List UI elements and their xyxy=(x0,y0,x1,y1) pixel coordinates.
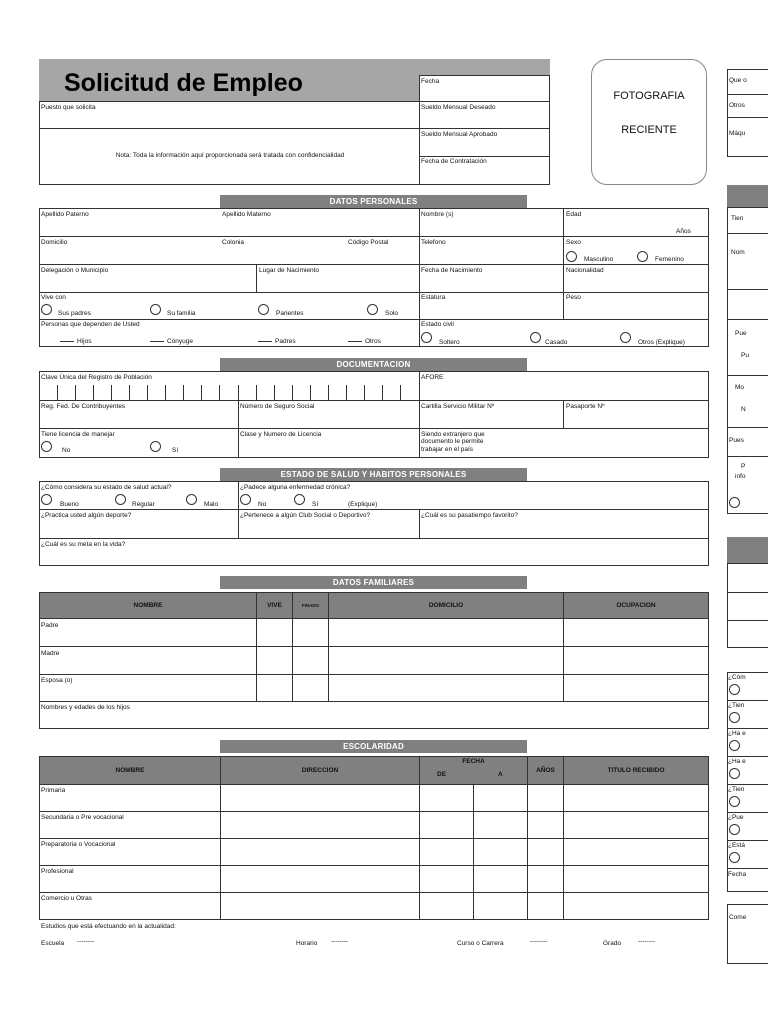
right-bottom-label-1: ¿Cóm xyxy=(728,674,746,681)
right-bottom-radio-3[interactable] xyxy=(729,740,740,751)
cronica-si-radio[interactable] xyxy=(294,494,305,505)
header-box xyxy=(39,101,420,185)
malo-label: Malo xyxy=(204,501,219,508)
licencia-no-label: No xyxy=(62,447,71,454)
family-header-nombre: NOMBRE xyxy=(39,592,257,619)
licencia-label: Tiene licencia de manejar xyxy=(41,431,115,438)
photo-box xyxy=(591,59,707,185)
femenino-radio[interactable] xyxy=(637,251,648,262)
right-bottom-label-8: Fecha xyxy=(728,871,747,878)
q-cronica-label: ¿Padece alguna enfermedad crónica? xyxy=(240,484,351,491)
otros-civil-radio[interactable] xyxy=(620,332,631,343)
conyuge-option[interactable]: Cónyuge xyxy=(150,338,193,346)
cronica-no-label: No xyxy=(258,501,267,508)
curso-blank[interactable]: -------- xyxy=(530,938,548,945)
health-grid xyxy=(39,481,709,566)
apellido-materno-label: Apellido Materno xyxy=(222,211,271,218)
fecha-label: Fecha xyxy=(421,78,440,85)
afore-label: AFORE xyxy=(421,374,444,381)
cronica-si-label: Sí xyxy=(312,501,319,508)
right-bottom-radio-5[interactable] xyxy=(729,796,740,807)
photo-label-2: RECIENTE xyxy=(621,124,677,136)
section-documentacion: DOCUMENTACION xyxy=(220,358,527,371)
school-header-fecha: FECHA xyxy=(462,758,485,765)
sexo-label: Sexo xyxy=(566,239,581,246)
q-pasatiempo-label: ¿Cuál es su pasatiempo favorito? xyxy=(421,512,518,519)
family-header-vive: VIVE xyxy=(256,592,293,619)
su-familia-label: Su familia xyxy=(167,310,196,317)
q-deporte-label: ¿Practica usted algún deporte? xyxy=(41,512,132,519)
page-title: Solicitud de Empleo xyxy=(64,69,303,97)
nss-label: Número de Seguro Social xyxy=(240,403,315,410)
right-bottom-radio-1[interactable] xyxy=(729,684,740,695)
section-salud: ESTADO DE SALUD Y HABITOS PERSONALES xyxy=(220,468,527,481)
family-header-ocupacion: OCUPACION xyxy=(563,592,709,619)
family-header-domicilio: DOMICILIO xyxy=(328,592,564,619)
right-bottom-label-7: ¿Está xyxy=(728,842,745,849)
apellido-paterno-label: Apellido Paterno xyxy=(41,211,89,218)
domicilio-label: Domicilio xyxy=(41,239,68,246)
right-mid-label-3: Pue xyxy=(735,330,747,337)
photo-label-1: FOTOGRAFIA xyxy=(613,90,685,102)
right-top-label-2: Otros xyxy=(729,102,745,109)
cartilla-label: Cartilla Servicio Militar Nº xyxy=(421,403,495,410)
right-bottom-label-6: ¿Pue xyxy=(728,814,744,821)
casado-radio[interactable] xyxy=(530,332,541,343)
sus-padres-radio[interactable] xyxy=(41,304,52,315)
casado-label: Casado xyxy=(545,339,568,346)
school-row-comercio: Comercio u Otras xyxy=(41,895,92,902)
school-row-secundaria: Secundaria o Pre vocacional xyxy=(41,814,124,821)
regular-label: Regular xyxy=(132,501,155,508)
escuela-blank[interactable]: -------- xyxy=(77,938,95,945)
right-mid-label-1: Tien xyxy=(731,215,744,222)
right-bottom-label-9: Come xyxy=(729,914,747,921)
cronica-explique-label: (Explique) xyxy=(348,501,378,508)
extranjero-line-1: Siendo extranjero que xyxy=(421,431,485,438)
delegacion-label: Delegación o Municipio xyxy=(41,267,109,274)
rfc-label: Reg. Fed. De Contribuyentes xyxy=(41,403,126,410)
solo-radio[interactable] xyxy=(367,304,378,315)
family-header-finado: FINADO xyxy=(292,592,329,619)
sus-padres-label: Sus padres xyxy=(58,310,91,317)
edad-label: Edad xyxy=(566,211,582,218)
school-header-de: DE xyxy=(437,771,447,778)
bueno-radio[interactable] xyxy=(41,494,52,505)
family-row-madre: Madre xyxy=(41,650,60,657)
curp-boxes[interactable] xyxy=(39,385,419,400)
section-datos-personales: DATOS PERSONALES xyxy=(220,195,527,208)
parientes-label: Parientes xyxy=(276,310,304,317)
section-escolaridad: ESCOLARIDAD xyxy=(220,740,527,753)
soltero-radio[interactable] xyxy=(421,332,432,343)
femenino-label: Femenino xyxy=(655,256,684,263)
horario-label: Horario xyxy=(296,940,318,947)
nacionalidad-label: Nacionalidad xyxy=(566,267,604,274)
horario-blank[interactable]: -------- xyxy=(331,938,349,945)
right-bottom-radio-2[interactable] xyxy=(729,712,740,723)
family-row-hijos: Nombres y edades de los hijos xyxy=(41,704,130,711)
right-top-label-1: Que o xyxy=(729,77,747,84)
right-bottom-label-4: ¿Ha e xyxy=(728,758,746,765)
estatura-label: Estatura xyxy=(421,294,446,301)
q-meta-label: ¿Cuál es su meta en la vida? xyxy=(41,541,126,548)
header-fields-box xyxy=(419,75,550,185)
parientes-radio[interactable] xyxy=(258,304,269,315)
clase-licencia-label: Clase y Numero de Licencia xyxy=(240,431,322,438)
vive-con-label: Vive con xyxy=(41,294,66,301)
extranjero-line-2: documento le permite xyxy=(421,438,484,445)
solo-label: Solo xyxy=(385,310,399,317)
codigo-postal-label: Código Postal xyxy=(348,239,389,246)
section-familiares: DATOS FAMILIARES xyxy=(220,576,527,589)
curp-label: Clave Única del Registro de Población xyxy=(41,374,152,381)
padres-option[interactable]: Padres xyxy=(258,338,296,346)
masculino-radio[interactable] xyxy=(566,251,577,262)
nombre-label: Nombre (s) xyxy=(421,211,454,218)
telefono-label: Telefono xyxy=(421,239,446,246)
right-mid-label-2: Nom xyxy=(731,249,745,256)
puesto-label: Puesto que solicita xyxy=(41,104,96,111)
right-top-label-3: Máqu xyxy=(729,130,746,137)
right-bottom-label-2: ¿Tien xyxy=(728,702,745,709)
right-mid-radio[interactable] xyxy=(729,497,740,508)
current-studies-label: Estudios que está efectuando en la actualidad: xyxy=(41,923,176,930)
family-row-esposa: Esposa (o) xyxy=(41,677,73,684)
peso-label: Peso xyxy=(566,294,581,301)
right-bottom-radio-7[interactable] xyxy=(729,852,740,863)
grado-blank[interactable]: -------- xyxy=(638,938,656,945)
grado-label: Grado xyxy=(603,940,622,947)
pasaporte-label: Pasaporte Nº xyxy=(566,403,605,410)
colonia-label: Colonia xyxy=(222,239,245,246)
malo-radio[interactable] xyxy=(186,494,197,505)
right-bottom-radio-6[interactable] xyxy=(729,824,740,835)
escuela-label: Escuela xyxy=(41,940,65,947)
school-header-direccion: DIRECCION xyxy=(220,756,420,785)
anos-label: Años xyxy=(676,228,691,235)
curso-label: Curso o Carrera xyxy=(457,940,504,947)
school-header-titulo: TITULO RECIBIDO xyxy=(563,756,709,785)
extranjero-line-3: trabajar en el país xyxy=(421,446,474,453)
school-header-a: A xyxy=(498,771,503,778)
sueldo-aprobado-label: Sueldo Mensual Aprobado xyxy=(421,131,498,138)
soltero-label: Soltero xyxy=(439,339,460,346)
cronica-no-radio[interactable] xyxy=(240,494,251,505)
right-mid-label-8: P xyxy=(741,463,746,470)
right-mid-label-6: N xyxy=(741,406,746,413)
licencia-si-label: Sí xyxy=(172,447,179,454)
right-mid-label-5: Mo xyxy=(735,384,745,391)
right-bottom-label-5: ¿Tien xyxy=(728,786,745,793)
right-mid-label-9: info xyxy=(735,473,746,480)
hijos-option[interactable]: Hijos xyxy=(60,338,91,346)
school-row-primaria: Primaria xyxy=(41,787,66,794)
school-row-preparatoria: Preparatoria o Vocacional xyxy=(41,841,116,848)
right-mid-label-4: Pu xyxy=(741,352,749,359)
su-familia-radio[interactable] xyxy=(150,304,161,315)
otros-civil-label: Otros (Explique) xyxy=(638,339,685,346)
right-bottom-label-3: ¿Ha e xyxy=(728,730,746,737)
licencia-si-radio[interactable] xyxy=(150,441,161,452)
fecha-nacimiento-label: Fecha de Nacimiento xyxy=(421,267,483,274)
q-club-label: ¿Pertenece a algún Club Social o Deportivo? xyxy=(240,512,371,519)
school-row-profesional: Profesional xyxy=(41,868,74,875)
bueno-label: Bueno xyxy=(60,501,79,508)
confidential-note: Nota: Toda la información aquí proporcionada será tratada con confidencialidad xyxy=(115,152,345,159)
school-body xyxy=(39,784,709,920)
q-salud-label: ¿Cómo considera su estado de salud actual? xyxy=(41,484,172,491)
regular-radio[interactable] xyxy=(115,494,126,505)
sueldo-deseado-label: Sueldo Mensual Deseado xyxy=(421,104,496,111)
family-row-padre: Padre xyxy=(41,622,59,629)
school-header-anos: AÑOS xyxy=(527,756,564,785)
estado-civil-label: Estado civil xyxy=(421,321,454,328)
right-mid-label-7: Pues xyxy=(729,437,744,444)
fecha-contratacion-label: Fecha de Contratación xyxy=(421,158,487,165)
right-bottom-radio-4[interactable] xyxy=(729,768,740,779)
masculino-label: Masculino xyxy=(584,256,614,263)
licencia-no-radio[interactable] xyxy=(41,441,52,452)
otros-option[interactable]: Otros xyxy=(348,338,381,346)
right-column xyxy=(727,59,768,969)
dependen-label: Personas que dependen de Usted xyxy=(41,321,140,328)
lugar-nacimiento-label: Lugar de Nacimiento xyxy=(259,267,319,274)
school-header-nombre: NOMBRE xyxy=(39,756,221,785)
